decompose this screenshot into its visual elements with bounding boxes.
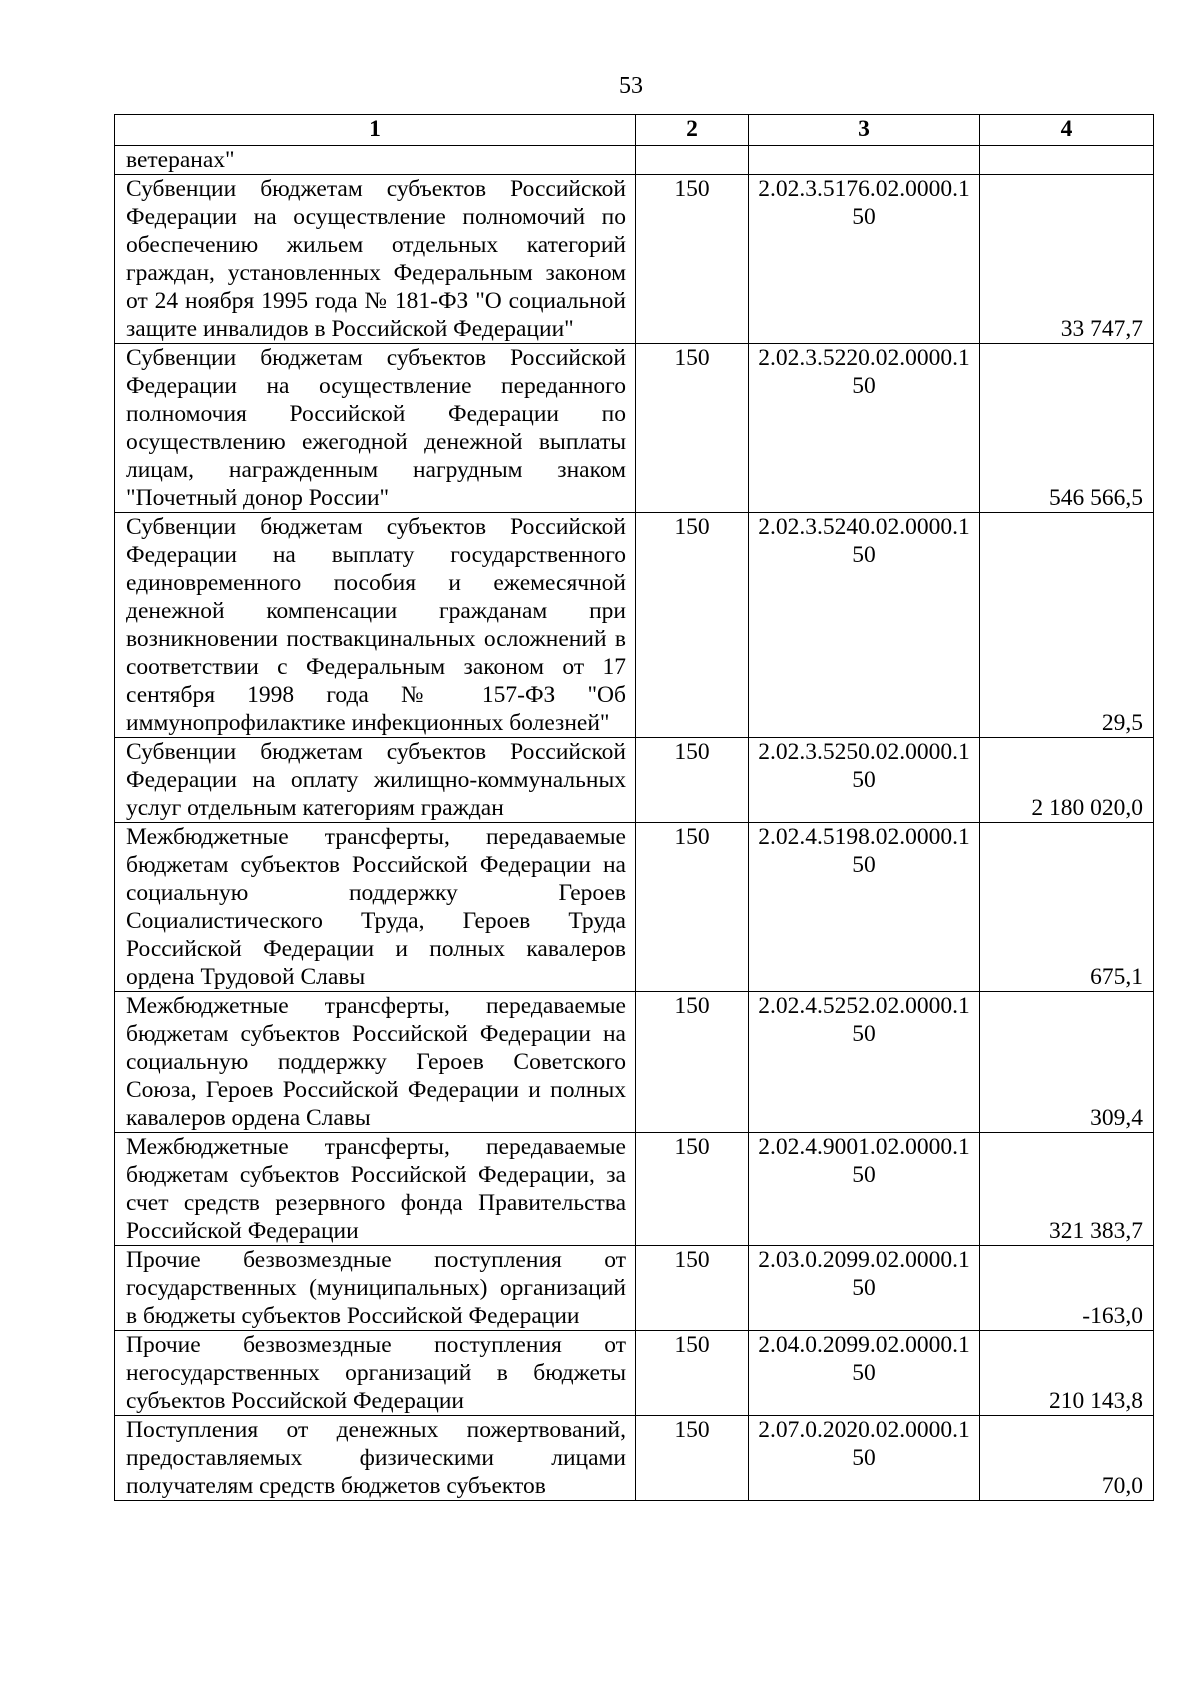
- row-admin-code: 150: [636, 1246, 749, 1331]
- row-description: Прочие безвозмездные поступления от негосударственных организаций в бюджеты субъектов Российской Федерации: [115, 1331, 636, 1416]
- row-admin-code: 150: [636, 823, 749, 992]
- table-row: [115, 175, 1154, 344]
- column-header-4: 4: [980, 115, 1154, 146]
- row-amount: 33 747,7: [980, 175, 1154, 344]
- row-classification-code: 2.02.4.5252.02.0000.150: [749, 992, 980, 1133]
- row-classification-code: [749, 146, 980, 175]
- row-amount: [980, 146, 1154, 175]
- row-amount: 675,1: [980, 823, 1154, 992]
- row-amount: 309,4: [980, 992, 1154, 1133]
- row-amount: 546 566,5: [980, 344, 1154, 513]
- row-amount: -163,0: [980, 1246, 1154, 1331]
- row-classification-code: 2.04.0.2099.02.0000.150: [749, 1331, 980, 1416]
- row-amount: 321 383,7: [980, 1133, 1154, 1246]
- table-row: [115, 146, 1154, 175]
- table-row: [115, 823, 1154, 992]
- row-amount: 210 143,8: [980, 1331, 1154, 1416]
- row-classification-code: 2.02.3.5250.02.0000.150: [749, 738, 980, 823]
- row-classification-code: 2.03.0.2099.02.0000.150: [749, 1246, 980, 1331]
- row-amount: 2 180 020,0: [980, 738, 1154, 823]
- table-row: [115, 1246, 1154, 1331]
- row-admin-code: 150: [636, 1416, 749, 1501]
- row-classification-code: 2.02.4.9001.02.0000.150: [749, 1133, 980, 1246]
- row-description: Субвенции бюджетам субъектов Российской Федерации на оплату жилищно-коммунальных услуг отдельным категориям граждан: [115, 738, 636, 823]
- table-row: [115, 1133, 1154, 1246]
- column-header-1: 1: [115, 115, 636, 146]
- row-admin-code: 150: [636, 738, 749, 823]
- row-classification-code: 2.02.3.5176.02.0000.150: [749, 175, 980, 344]
- row-admin-code: 150: [636, 344, 749, 513]
- row-description: Субвенции бюджетам субъектов Российской Федерации на осуществление полномочий по обеспечению жильем отдельных категорий граждан, установленных Федеральным законом от 24 ноября 1995 года № 181-ФЗ "О социальной защите инвалидов в Российской Федерации": [115, 175, 636, 344]
- row-admin-code: 150: [636, 1133, 749, 1246]
- row-description: Межбюджетные трансферты, передаваемые бюджетам субъектов Российской Федерации на социальную поддержку Героев Советского Союза, Героев Российской Федерации и полных кавалеров ордена Славы: [115, 992, 636, 1133]
- row-admin-code: 150: [636, 1331, 749, 1416]
- table-row: [115, 513, 1154, 738]
- budget-revenue-table: [114, 114, 1154, 1501]
- table-row: [115, 992, 1154, 1133]
- page-number: 53: [619, 73, 643, 99]
- row-classification-code: 2.07.0.2020.02.0000.150: [749, 1416, 980, 1501]
- table-row: [115, 1416, 1154, 1501]
- row-admin-code: 150: [636, 513, 749, 738]
- row-admin-code: 150: [636, 175, 749, 344]
- row-amount: 70,0: [980, 1416, 1154, 1501]
- row-description: Прочие безвозмездные поступления от государственных (муниципальных) организаций в бюджеты субъектов Российской Федерации: [115, 1246, 636, 1331]
- row-description: Субвенции бюджетам субъектов Российской Федерации на осуществление переданного полномочия Российской Федерации по осуществлению ежегодной денежной выплаты лицам, награжденным нагрудным знаком "Почетный донор России": [115, 344, 636, 513]
- column-header-2: 2: [636, 115, 749, 146]
- table-row: [115, 738, 1154, 823]
- row-classification-code: 2.02.4.5198.02.0000.150: [749, 823, 980, 992]
- table-row: [115, 1331, 1154, 1416]
- row-description: Межбюджетные трансферты, передаваемые бюджетам субъектов Российской Федерации на социальную поддержку Героев Социалистического Труда, Героев Труда Российской Федерации и полных кавалеров ордена Трудовой Славы: [115, 823, 636, 992]
- column-header-3: 3: [749, 115, 980, 146]
- row-description: ветеранах": [115, 146, 636, 175]
- row-description: Межбюджетные трансферты, передаваемые бюджетам субъектов Российской Федерации, за счет средств резервного фонда Правительства Российской Федерации: [115, 1133, 636, 1246]
- table-row: [115, 344, 1154, 513]
- table-header-row: [115, 115, 1154, 146]
- row-admin-code: 150: [636, 992, 749, 1133]
- row-description: Поступления от денежных пожертвований, предоставляемых физическими лицами получателям средств бюджетов субъектов: [115, 1416, 636, 1501]
- row-classification-code: 2.02.3.5240.02.0000.150: [749, 513, 980, 738]
- row-admin-code: [636, 146, 749, 175]
- row-description: Субвенции бюджетам субъектов Российской Федерации на выплату государственного единовременного пособия и ежемесячной денежной компенсации гражданам при возникновении поствакцинальных осложнений в соответствии с Федеральным законом от 17 сентября 1998 года № 157-ФЗ "Об иммунопрофилактике инфекционных болезней": [115, 513, 636, 738]
- row-classification-code: 2.02.3.5220.02.0000.150: [749, 344, 980, 513]
- row-amount: 29,5: [980, 513, 1154, 738]
